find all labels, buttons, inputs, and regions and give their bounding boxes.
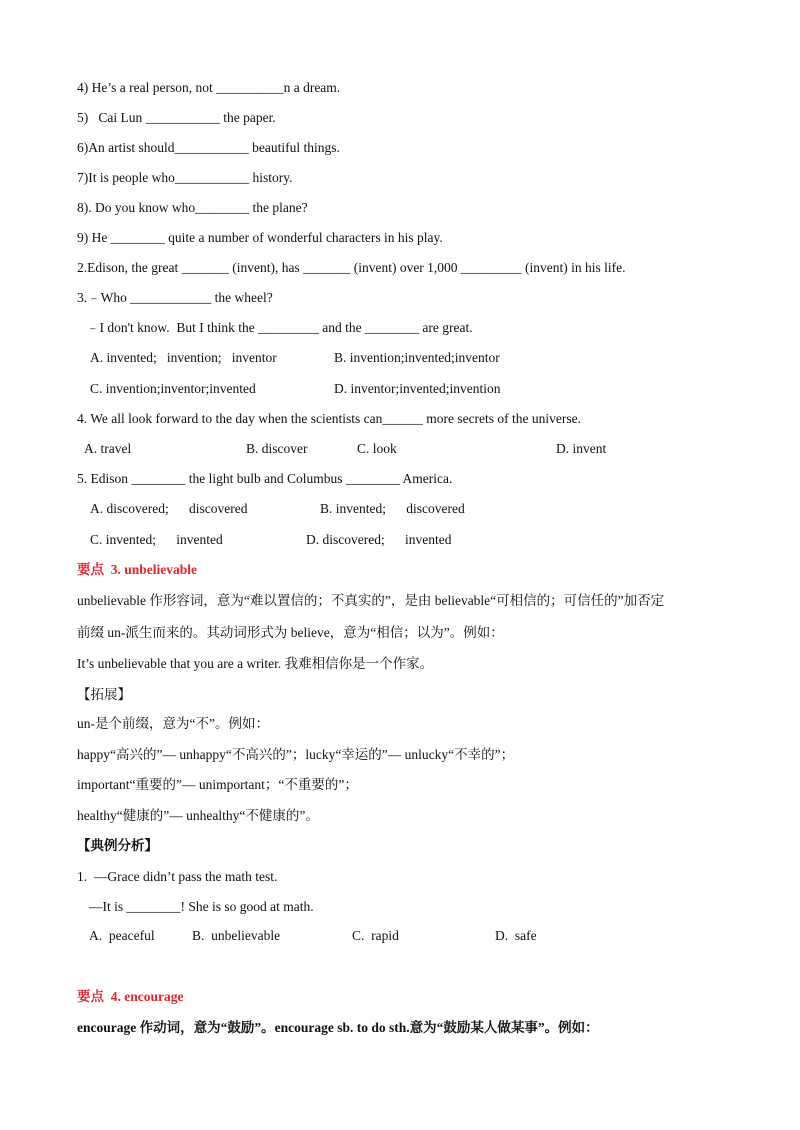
key-point-4-heading: 要点 4. encourage bbox=[77, 989, 184, 1004]
encourage-explanation: encourage 作动词，意为“鼓励”。encourage sb. to do sth.意为“鼓励某人做某事”。例如： bbox=[77, 1020, 599, 1035]
exercise-line-9: 9) He ________ quite a number of wonderful characters in his play. bbox=[77, 230, 443, 245]
question-3-option-a: A. invented; invention; inventor bbox=[90, 350, 277, 365]
exercise-line-6: 6)An artist should___________ beautiful things. bbox=[77, 140, 340, 155]
question-3-option-c: C. invention;inventor;invented bbox=[90, 381, 256, 396]
exercise-line-8: 8). Do you know who________ the plane? bbox=[77, 200, 308, 215]
example-option-d: D. safe bbox=[495, 928, 537, 943]
question-5-option-d: D. discovered; invented bbox=[306, 532, 452, 547]
example-sentence: It’s unbelievable that you are a writer. 我难相信你是一个作家。 bbox=[77, 656, 434, 671]
extension-heading: 【拓展】 bbox=[77, 687, 131, 702]
question-3-reply: ﹣I don't know. But I think the _________ and the ________ are great. bbox=[86, 320, 473, 335]
key-point-3-heading: 要点 3. unbelievable bbox=[77, 562, 198, 577]
example-option-c: C. rapid bbox=[352, 928, 399, 943]
prefix-note: un-是个前缀，意为“不”。例如： bbox=[77, 716, 269, 731]
example-question-reply: —It is ________! She is so good at math. bbox=[89, 899, 314, 914]
example-option-a: A. peaceful bbox=[89, 928, 155, 943]
example-question-stem: 1. —Grace didn’t pass the math test. bbox=[77, 869, 278, 884]
question-4-option-c: C. look bbox=[357, 441, 397, 456]
explanation-line-2: 前缀 un-派生而来的。其动词形式为 believe，意为“相信；以为”。例如： bbox=[77, 625, 504, 640]
question-5-option-b: B. invented; discovered bbox=[320, 501, 465, 516]
prefix-example-3: healthy“健康的”— unhealthy“不健康的”。 bbox=[77, 808, 319, 823]
question-5-option-a: A. discovered; discovered bbox=[90, 501, 248, 516]
question-3-option-d: D. inventor;invented;invention bbox=[334, 381, 501, 396]
question-5-option-c: C. invented; invented bbox=[90, 532, 223, 547]
question-4-option-a: A. travel bbox=[84, 441, 132, 456]
explanation-line-1: unbelievable 作形容词，意为“难以置信的；不真实的”，是由 believable“可相信的；可信任的”加否定 bbox=[77, 593, 665, 608]
example-option-b: B. unbelievable bbox=[192, 928, 281, 943]
prefix-example-1: happy“高兴的”— unhappy“不高兴的”；lucky“幸运的”— unlucky“不幸的”； bbox=[77, 747, 515, 762]
question-4-option-b: B. discover bbox=[246, 441, 308, 456]
prefix-example-2: important“重要的”— unimportant；“不重要的”； bbox=[77, 777, 358, 792]
question-2: 2.Edison, the great _______ (invent), has _______ (invent) over 1,000 _________ (invent) in his life. bbox=[77, 260, 626, 275]
analysis-heading: 【典例分析】 bbox=[77, 838, 158, 853]
question-4-option-d: D. invent bbox=[556, 441, 607, 456]
exercise-line-4: 4) He’s a real person, not __________n a dream. bbox=[77, 80, 341, 95]
question-3-stem: 3.﹣Who ____________ the wheel? bbox=[77, 290, 273, 305]
exercise-line-7: 7)It is people who___________ history. bbox=[77, 170, 293, 185]
question-5-stem: 5. Edison ________ the light bulb and Columbus ________ America. bbox=[77, 471, 453, 486]
question-4-stem: 4. We all look forward to the day when the scientists can______ more secrets of the universe. bbox=[77, 411, 582, 426]
question-3-option-b: B. invention;invented;inventor bbox=[334, 350, 500, 365]
exercise-line-5: 5) Cai Lun ___________ the paper. bbox=[77, 110, 276, 125]
